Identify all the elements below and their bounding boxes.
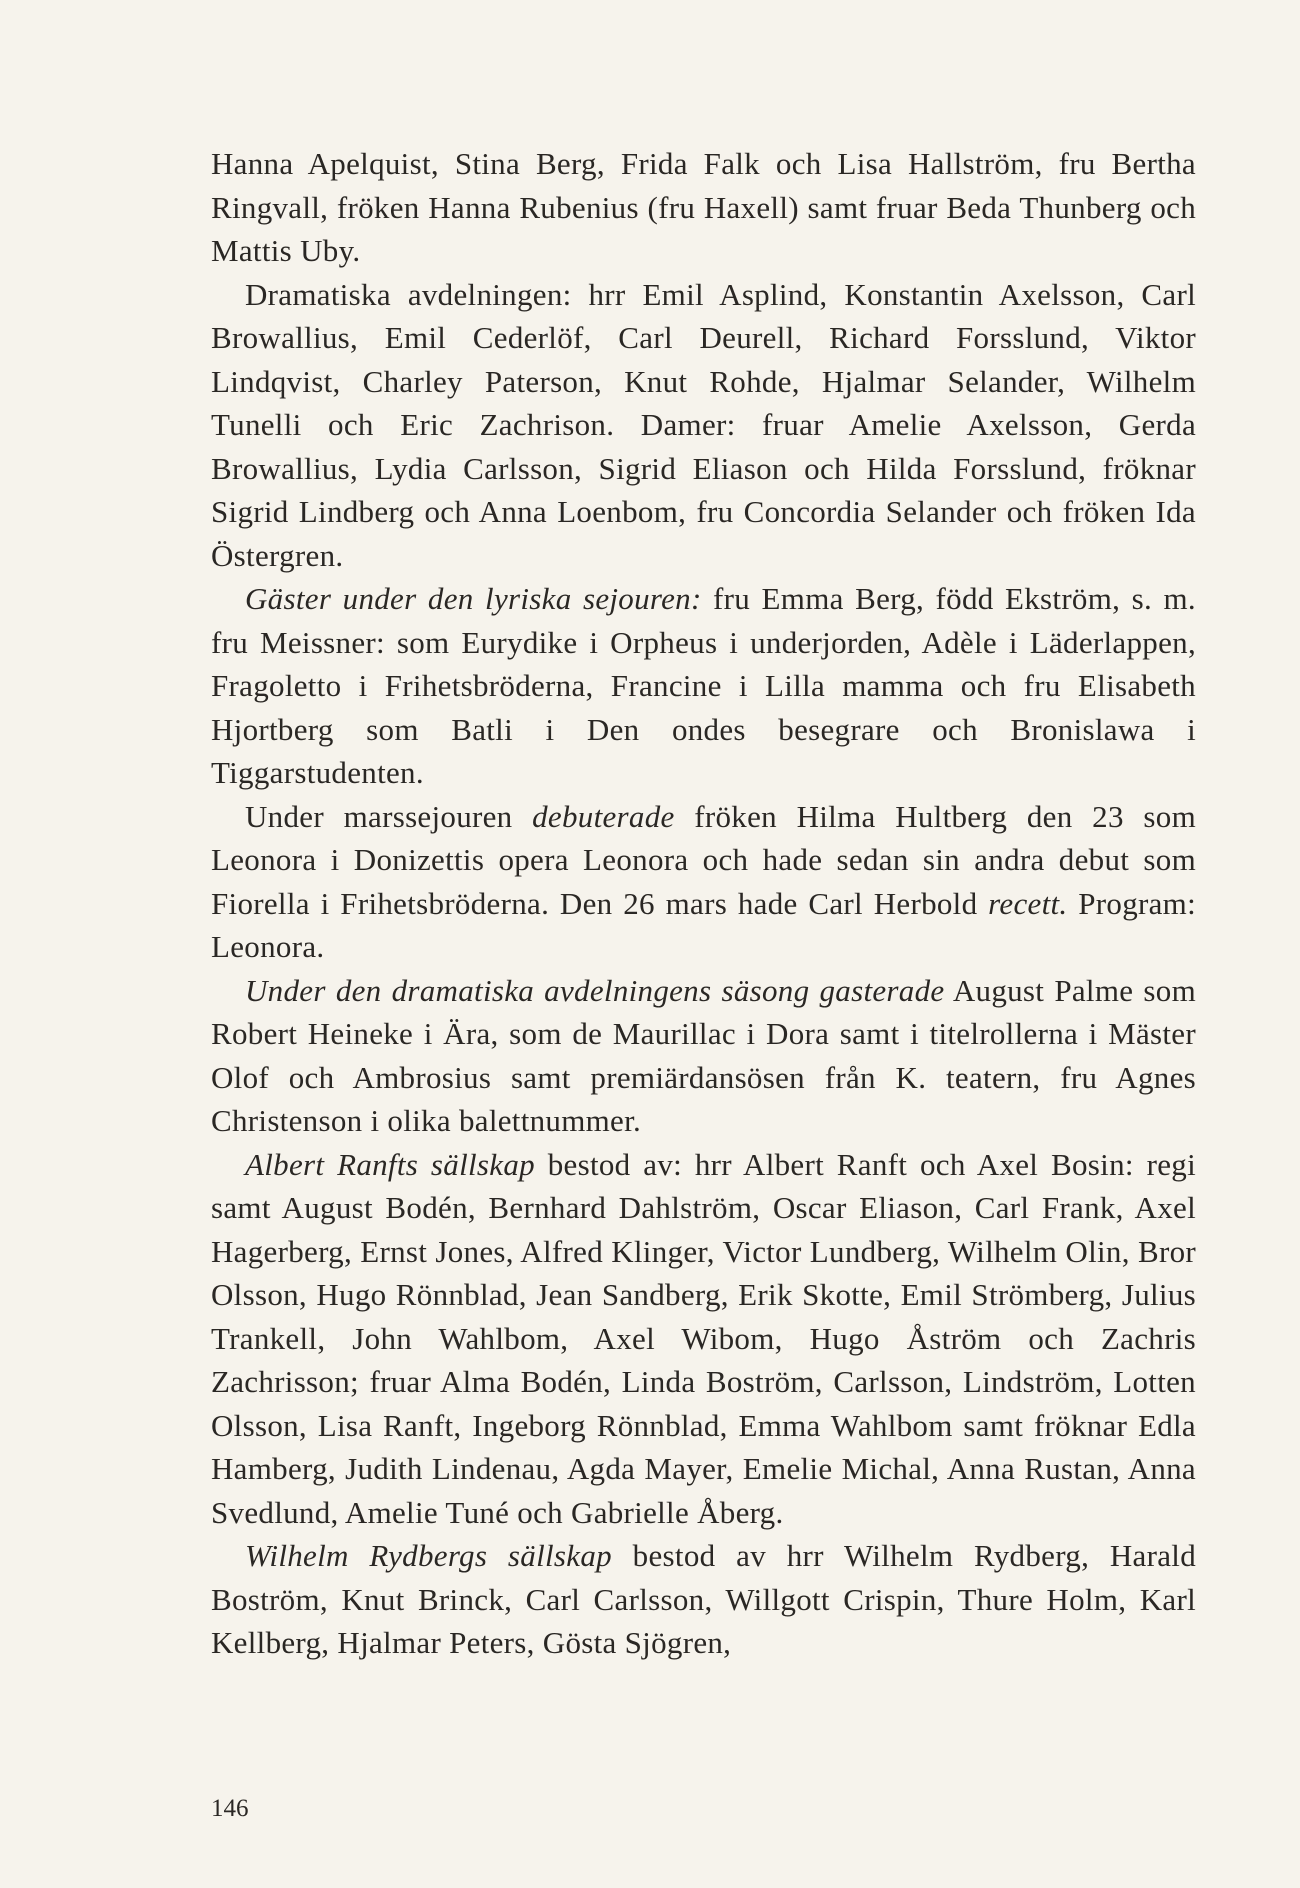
text-run: fröken Hilma Hultberg den 23 som Leonora i Donizettis opera Leonora och hade sedan sin andra debut som Fiorella i Frihetsbröderna. Den 26 mars hade Carl Herbold [211,798,1196,921]
paragraph [211,1143,1196,1535]
text-run: Dramatiska avdelningen: hrr Emil Asplind, Konstantin Axelsson, Carl Browallius, Emil Cederlöf, Carl Deurell, Richard Forsslund, Viktor Lindqvist, Charley Paterson, Knut Rohde, Hjalmar Selander, Wilhelm Tunelli och Eric Zachrison. Damer: fruar Amelie Axelsson, Gerda Browallius, Lydia Carlsson, Sigrid Eliason och Hilda Forsslund, fröknar Sigrid Lindberg och Anna Loenbom, fru Concordia Selander och fröken Ida Östergren. [211,276,1196,573]
paragraph [211,273,1196,578]
italic-heading: Albert Ranfts sällskap [245,1146,535,1182]
paragraph [211,577,1196,795]
text-run: bestod av hrr Wilhelm Rydberg, Harald Boström, Knut Brinck, Carl Carlsson, Willgott Crispin, Thure Holm, Karl Kellberg, Hjalmar Peters, Gösta Sjögren, [211,1538,1196,1660]
page-number: 146 [211,1795,249,1822]
italic-heading: Wilhelm Rydbergs sällskap [245,1538,612,1573]
italic-term: debuterade [532,798,675,834]
text-run: Program: Leonora. [211,885,1197,964]
paragraph [211,142,1196,273]
text-run: Under marssejouren [245,798,533,834]
paragraph [211,1534,1196,1665]
text-run: fru Emma Berg, född Ekström, s. m. fru Meissner: som Eurydike i Orpheus i underjorden, Adèle i Läderlappen, Fragoletto i Frihetsbröderna, Francine i Lilla mamma och fru Elisabeth Hjortberg som Batli i Den ondes besegrare och Bronislawa i Tiggarstudenten. [211,581,1196,790]
italic-heading: Gäster under den lyriska sejouren: [245,581,702,616]
text-run: August Palme som Robert Heineke i Ära, som de Maurillac i Dora samt i titelrollerna i Mäster Olof och Ambrosius samt premiärdansösen från K. teatern, fru Agnes Christenson i olika balettnummer. [211,972,1196,1138]
text-run: Hanna Apelquist, Stina Berg, Frida Falk och Lisa Hallström, fru Bertha Ringvall, fröken Hanna Rubenius (fru Haxell) samt fruar Beda Thunberg och Mattis Uby. [211,146,1196,268]
page-text-body [211,142,1196,1665]
paragraph [211,969,1196,1143]
italic-heading: Under den dramatiska avdelningens säsong gasterade [245,972,945,1008]
paragraph [211,795,1196,969]
italic-term: recett. [988,885,1068,921]
text-run: bestod av: hrr Albert Ranft och Axel Bosin: regi samt August Bodén, Bernhard Dahlström, Oscar Eliason, Carl Frank, Axel Hagerberg, Ernst Jones, Alfred Klinger, Victor Lundberg, Wilhelm Olin, Bror Olsson, Hugo Rönnblad, Jean Sandberg, Erik Skotte, Emil Strömberg, Julius Trankell, John Wahlbom, Axel Wibom, Hugo Åström och Zachris Zachrisson; fruar Alma Bodén, Linda Boström, Carlsson, Lindström, Lotten Olsson, Lisa Ranft, Ingeborg Rönnblad, Emma Wahlbom samt fröknar Edla Hamberg, Judith Lindenau, Agda Mayer, Emelie Michal, Anna Rustan, Anna Svedlund, Amelie Tuné och Gabrielle Åberg. [211,1146,1196,1530]
